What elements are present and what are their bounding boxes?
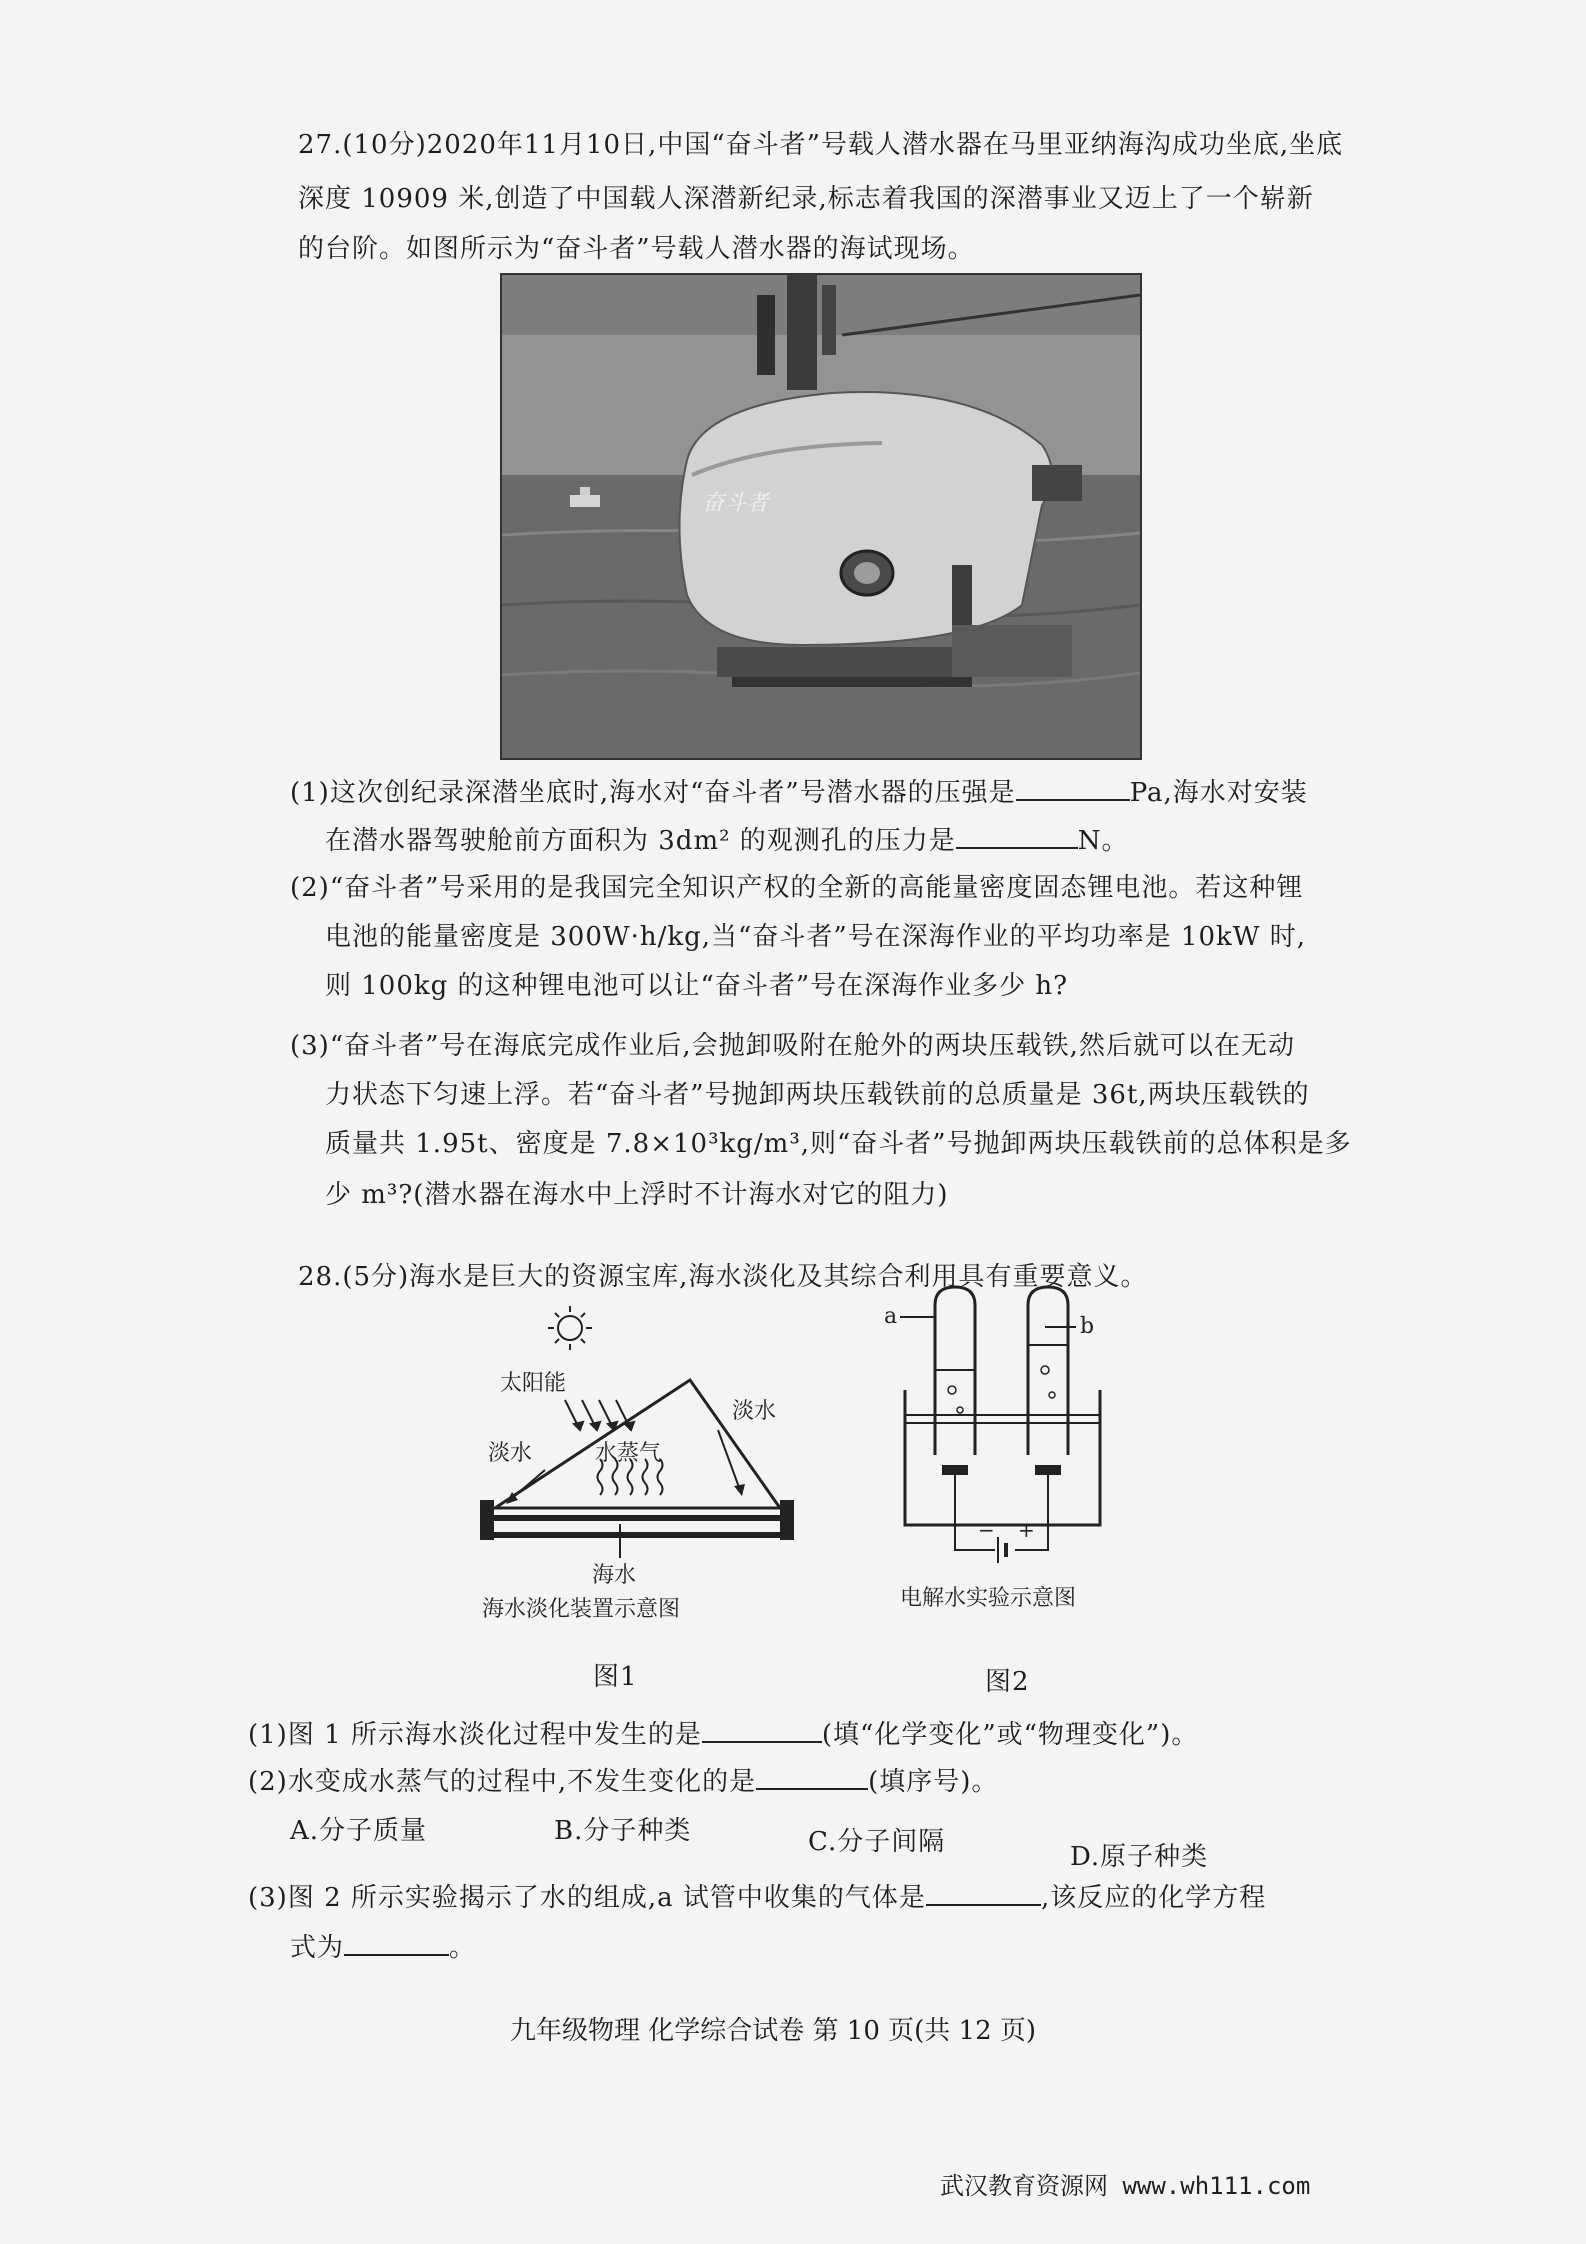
q28-p1-text-a: (1)图 1 所示海水淡化过程中发生的是	[248, 1720, 702, 1750]
q28-p3-blank-1[interactable]	[926, 1880, 1041, 1906]
q27-part3-line2: 力状态下匀速上浮。若“奋斗者”号抛卸两块压载铁前的总质量是 36t,两块压载铁的	[325, 1080, 1310, 1110]
q27-p1-text-b: Pa,海水对安装	[1129, 778, 1308, 808]
q27-part1-line1	[290, 775, 1308, 810]
solar-energy-label: 太阳能	[500, 1371, 567, 1396]
q27-p1-blank-2[interactable]	[956, 823, 1078, 849]
seawater-label: 海水	[592, 1563, 637, 1588]
q28-option-b: B.分子种类	[554, 1816, 692, 1846]
page-footer: 九年级物理 化学综合试卷 第 10 页(共 12 页)	[510, 2016, 1037, 2046]
q27-p1-blank-1[interactable]	[1016, 775, 1130, 801]
basin-floor	[494, 1532, 780, 1538]
q27-part2-line1: (2)“奋斗者”号采用的是我国完全知识产权的全新的高能量密度固态锂电池。若这种锂	[290, 873, 1304, 903]
figure-2-label: 图2	[985, 1667, 1030, 1697]
q27-part1-line2	[325, 823, 1129, 858]
sunlight-arrows	[565, 1400, 634, 1430]
figure-1-caption: 海水淡化装置示意图	[482, 1597, 681, 1622]
q28-p3-text-c: 式为	[290, 1933, 345, 1963]
q27-part3-line4: 少 m³?(潜水器在海水中上浮时不计海水对它的阻力)	[325, 1180, 949, 1210]
q28-p2-blank[interactable]	[756, 1764, 868, 1790]
q28-part3-line2	[290, 1930, 476, 1965]
watermark: 武汉教育资源网 www.wh111.com	[940, 2172, 1311, 2200]
q28-p2-text-a: (2)水变成水蒸气的过程中,不发生变化的是	[248, 1767, 757, 1797]
fresh-water-left-label: 淡水	[488, 1441, 533, 1466]
tube-a-label: a	[884, 1304, 898, 1329]
vapor-label: 水蒸气	[595, 1441, 662, 1466]
q27-p1-text-a: (1)这次创纪录深潜坐底时,海水对“奋斗者”号潜水器的压强是	[290, 778, 1016, 808]
q27-part3-line3: 质量共 1.95t、密度是 7.8×10³kg/m³,则“奋斗者”号抛卸两块压载铁前的总体积是多	[325, 1129, 1352, 1159]
seawater-surface	[494, 1515, 780, 1521]
q27-p1-text-d: N。	[1077, 826, 1129, 856]
basin-right-wall	[780, 1500, 794, 1540]
q28-p3-text-d: 。	[449, 1933, 477, 1963]
q27-line2: 深度 10909 米,创造了中国载人深潜新纪录,标志着我国的深潜事业又迈上了一个崭新	[298, 184, 1314, 214]
battery-plus: +	[1018, 1518, 1035, 1542]
q28-p3-text-a: (3)图 2 所示实验揭示了水的组成,a 试管中收集的气体是	[248, 1883, 926, 1913]
q27-p1-text-c: 在潜水器驾驶舱前方面积为 3dm² 的观测孔的压力是	[325, 826, 956, 856]
submersible-photo	[500, 273, 1142, 760]
q27-line3: 的台阶。如图所示为“奋斗者”号载人潜水器的海试现场。	[298, 234, 975, 264]
q28-part1	[248, 1717, 1198, 1752]
q28-option-d: D.原子种类	[1070, 1842, 1209, 1872]
tube-b-label: b	[1080, 1314, 1095, 1339]
battery-minus: −	[978, 1518, 995, 1542]
q28-option-c: C.分子间隔	[808, 1827, 946, 1857]
basin-left-wall	[480, 1500, 494, 1540]
fresh-water-right-label: 淡水	[732, 1399, 777, 1424]
sun-icon	[548, 1306, 592, 1350]
electrode-right	[1035, 1465, 1061, 1475]
q27-part2-line3: 则 100kg 的这种锂电池可以让“奋斗者”号在深海作业多少 h?	[325, 971, 1069, 1001]
q28-p3-text-b: ,该反应的化学方程	[1040, 1883, 1267, 1913]
figure-1-label: 图1	[593, 1662, 638, 1692]
q28-p3-blank-2[interactable]	[344, 1930, 449, 1956]
figure-1-desalination	[470, 1300, 830, 1640]
test-tube-b	[1028, 1287, 1068, 1455]
electrode-left	[942, 1465, 968, 1475]
q28-part3-line1	[248, 1880, 1266, 1915]
figure-2-caption: 电解水实验示意图	[900, 1586, 1077, 1611]
figure-2-electrolysis	[880, 1275, 1140, 1620]
q28-p1-blank[interactable]	[702, 1717, 822, 1743]
q28-part2	[248, 1764, 998, 1799]
q28-line1: 28.(5分)海水是巨大的资源宝库,海水淡化及其综合利用具有重要意义。	[298, 1262, 1148, 1292]
q27-line1: 27.(10分)2020年11月10日,中国“奋斗者”号载人潜水器在马里亚纳海沟成功坐底,坐底	[298, 130, 1344, 160]
q28-p2-text-b: (填序号)。	[868, 1767, 999, 1797]
q28-p1-text-b: (填“化学变化”或“物理变化”)。	[821, 1720, 1199, 1750]
q27-part2-line2: 电池的能量密度是 300W·h/kg,当“奋斗者”号在深海作业的平均功率是 10kW 时,	[325, 922, 1306, 952]
q27-part3-line1: (3)“奋斗者”号在海底完成作业后,会抛卸吸附在舱外的两块压载铁,然后就可以在无动	[290, 1031, 1295, 1061]
q28-option-a: A.分子质量	[290, 1816, 428, 1846]
submersible-name-label: 奋斗者	[702, 491, 769, 516]
